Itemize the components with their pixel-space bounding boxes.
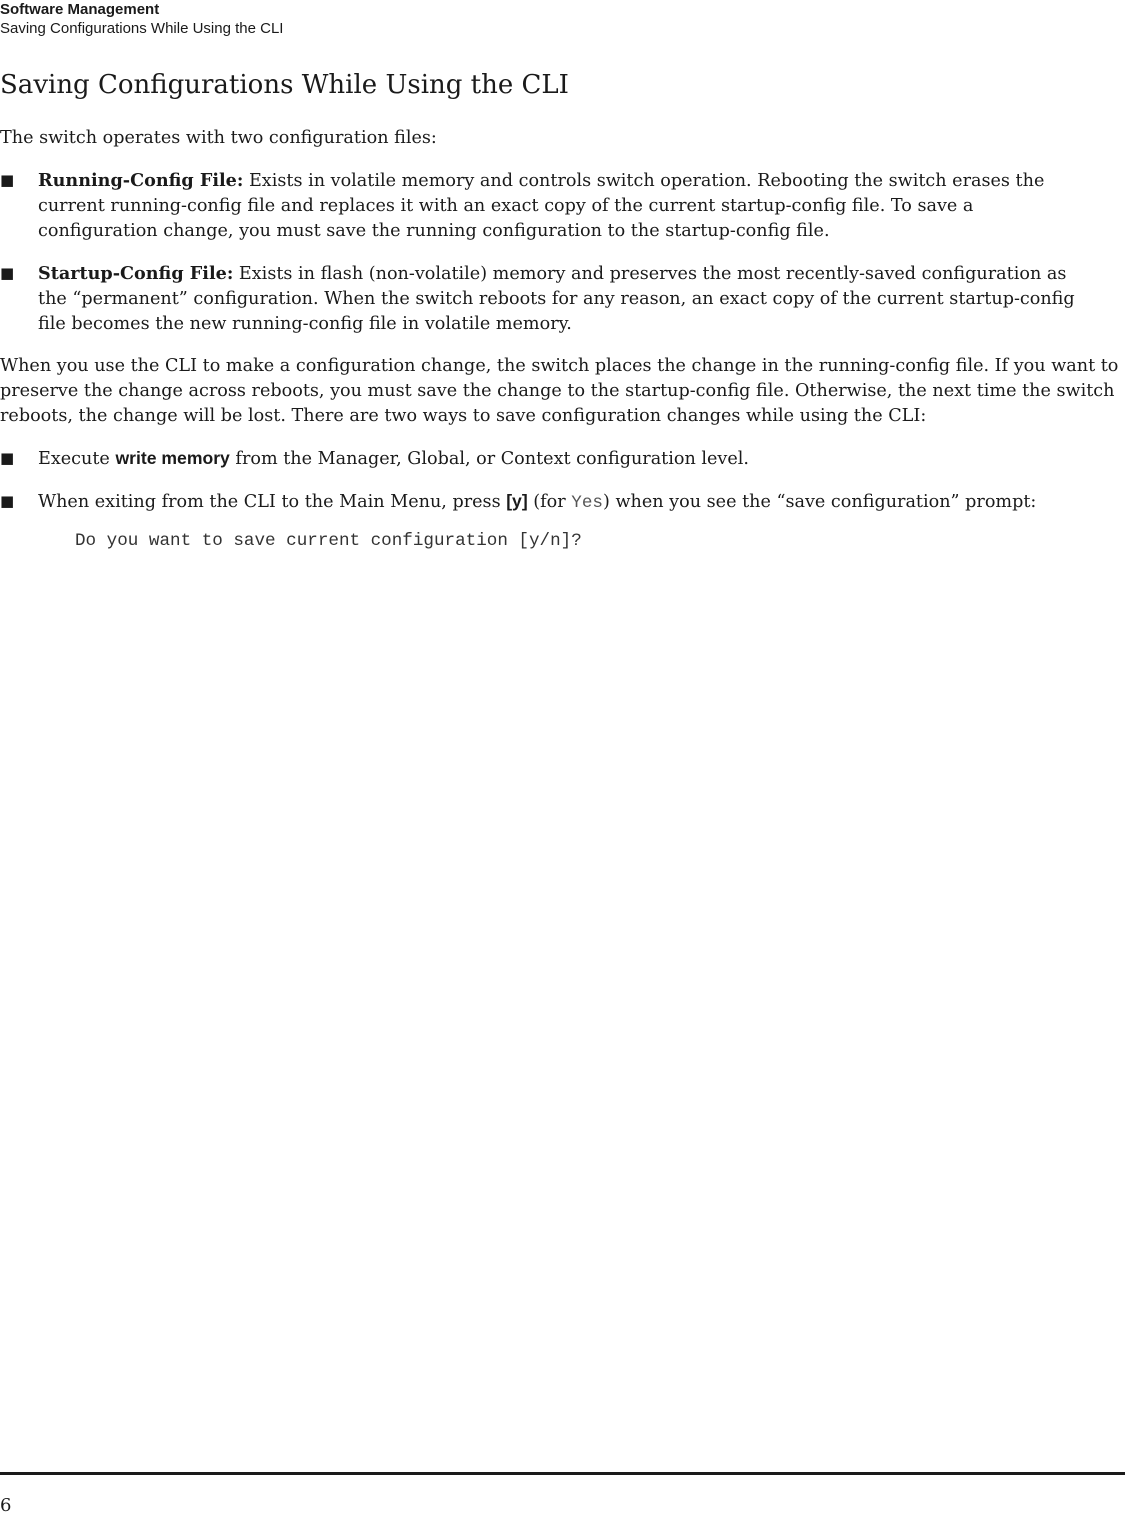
running-head [0,0,283,38]
page-title: Saving Configurations While Using the CLI [0,70,569,100]
page-body [0,126,1122,554]
bullet-square-icon: ■ [0,264,15,282]
list-item-exit-prompt: ■ When exiting from the CLI to the Main Menu, press [y] (for Yes) when you see the “save configuration” prompt: [0,489,1122,516]
list-item-startup-config [0,261,1122,337]
y-key: [y] [506,491,528,511]
list-item-running-config [0,168,1122,244]
bullet-square-icon: ■ [0,171,15,189]
startup-config-term: Startup-Config File: [38,263,234,284]
running-head-chapter: Software Management [0,1,160,18]
intro-paragraph: The switch operates with two configuration files: [0,128,437,148]
running-config-description: Exists in volatile memory and controls switch operation. Rebooting the switch erases the current running-config file and replaces it with an exact copy of the current startup-config file. To save a configuration change, you must save the running configuration to the startup-config file. [38,171,1045,241]
running-head-section: Saving Configurations While Using the CLI [0,20,284,37]
startup-config-description: Exists in flash (non-volatile) memory and preserves the most recently-saved configuration as the “permanent” configuration. When the switch reboots for any reason, an exact copy of the current startup-config file becomes the new running-config file in volatile memory. [38,264,1075,334]
yes-code: Yes [571,493,603,513]
footer-divider [0,1472,1125,1475]
bullet-square-icon: ■ [0,492,15,510]
page-number: 6 [0,1495,12,1516]
cli-prompt-example: Do you want to save current configuration [y/n]? [75,531,582,551]
explanation-paragraph: When you use the CLI to make a configuration change, the switch places the change in the running-config file. If you want to preserve the change across reboots, you must save the change to the startup-config file. Otherwise, the next time the switch reboots, the change will be lost. There are two ways to save configuration changes while using the CLI: [0,356,1119,426]
list-item-write-memory: ■ Execute write memory from the Manager, Global, or Context configuration level. [0,446,1122,472]
bullet-square-icon: ■ [0,449,15,467]
running-config-term: Running-Config File: [38,170,244,191]
write-memory-command: write memory [115,448,230,468]
